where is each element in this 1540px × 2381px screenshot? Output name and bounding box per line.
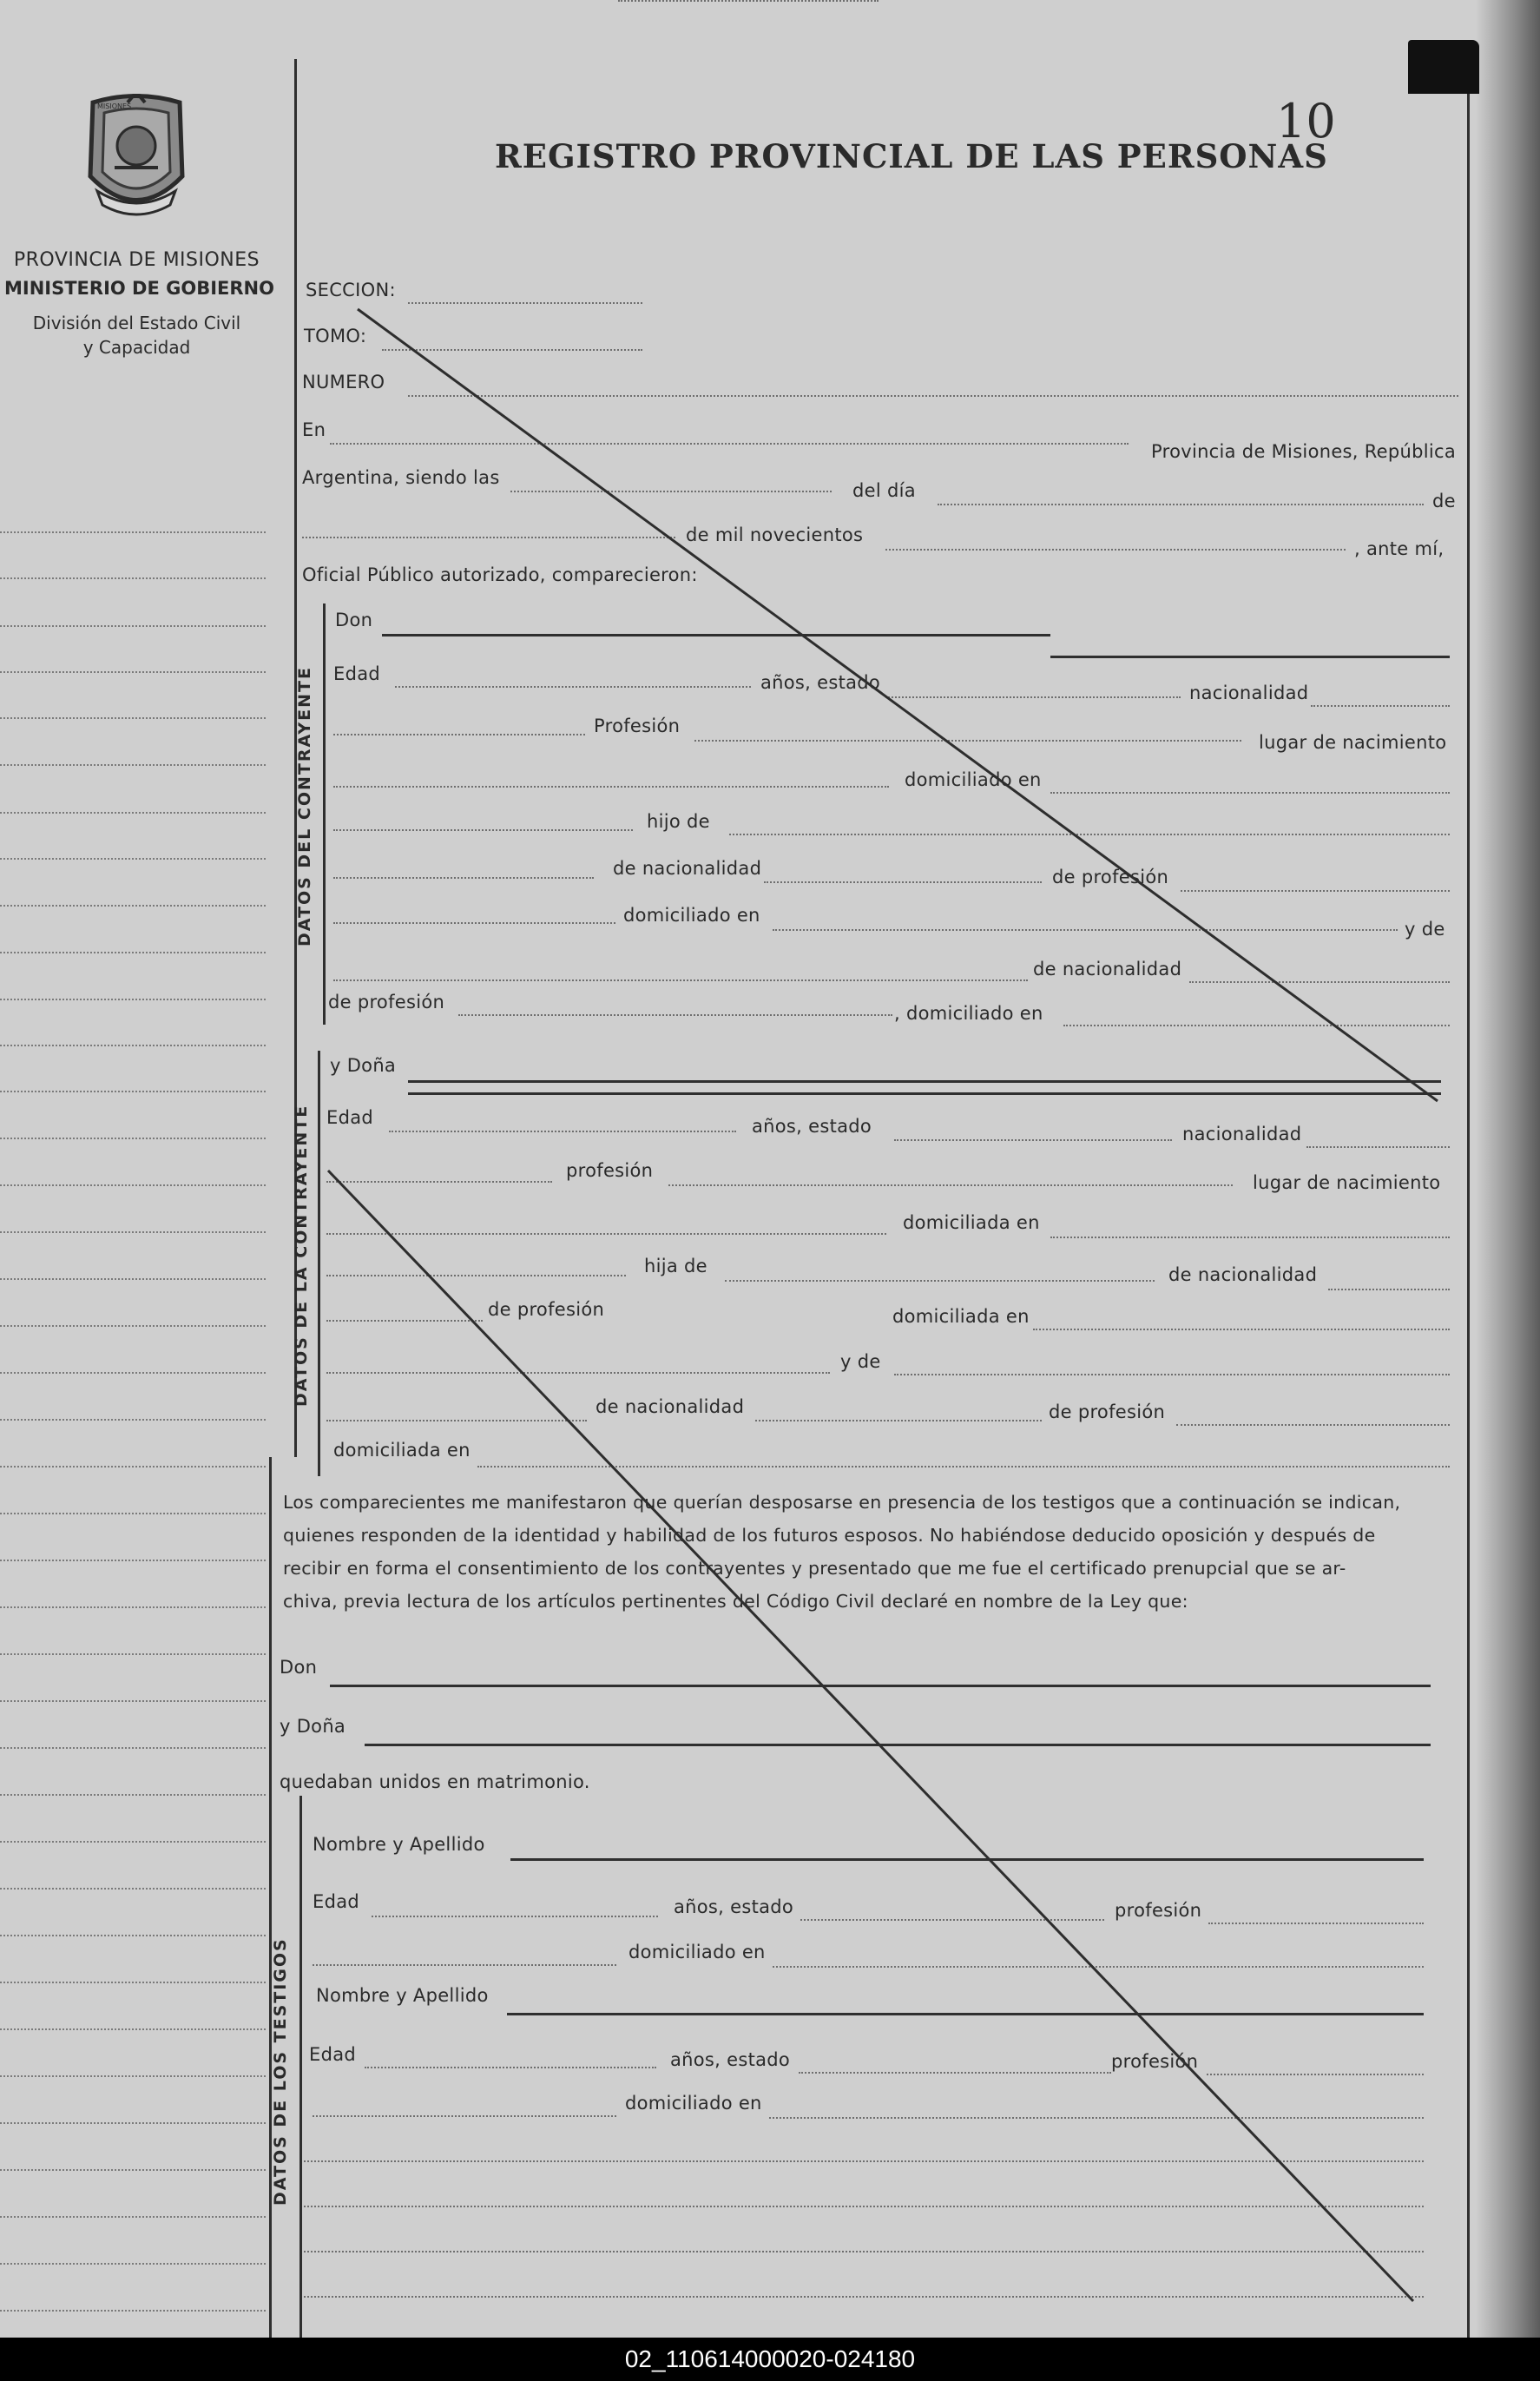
argentina-label: Argentina, siendo las [302, 467, 500, 488]
seal-text: MISIONES [97, 102, 132, 110]
contrayente-y-de-label: y de [1405, 919, 1445, 940]
contrayenta-de-nacionalidad-label: de nacionalidad [1168, 1264, 1318, 1285]
numero-label: NUMERO [302, 372, 385, 392]
declaration-line2: quienes responden de la identidad y habilidad de los futuros esposos. No habiéndose deducido oposición y después de [283, 1525, 1376, 1546]
division-line1: División del Estado Civil [32, 313, 241, 333]
contrayenta-anos-label: años, estado [752, 1116, 872, 1137]
ministry-name: MINISTERIO DE GOBIERNO [4, 278, 274, 299]
contrayenta-domiciliada-label: domiciliada en [903, 1212, 1040, 1233]
testigo1-profesion-label: profesión [1115, 1900, 1202, 1921]
testigos-section-label: DATOS DE LOS TESTIGOS [271, 1937, 290, 2206]
contrayente-profesion-label: Profesión [594, 716, 681, 736]
contrayente-domiciliado-label: domiciliado en [905, 769, 1042, 790]
contrayenta-de-profesion2-label: de profesión [1049, 1402, 1166, 1422]
testigo1-nombre-label: Nombre y Apellido [313, 1834, 485, 1855]
contrayente-de-nacionalidad-label: de nacionalidad [613, 858, 762, 879]
declaration-dona-label: y Doña [280, 1716, 346, 1737]
declaration-line1: Los comparecientes me manifestaron que querían desposarse en presencia de los testigos que a continuación se indican, [283, 1492, 1401, 1513]
contrayenta-lugar-label: lugar de nacimiento [1253, 1172, 1441, 1193]
contrayente-de-profesion-label: de profesión [1052, 867, 1169, 887]
de-label: de [1432, 491, 1456, 511]
contrayenta-hija-label: hija de [644, 1256, 707, 1276]
del-dia-label: del día [852, 480, 916, 501]
contrayenta-domiciliada3-label: domiciliada en [333, 1440, 471, 1461]
tomo-label: TOMO: [304, 326, 367, 346]
testigo2-domiciliado-label: domiciliado en [625, 2093, 762, 2114]
testigo2-nombre-label: Nombre y Apellido [316, 1985, 489, 2006]
oficial-label: Oficial Público autorizado, comparecieron: [302, 564, 698, 585]
testigo2-edad-label: Edad [309, 2044, 356, 2065]
testigo1-edad-label: Edad [313, 1891, 359, 1912]
contrayenta-section-label: DATOS DE LA CONTRAYENTE [292, 1104, 311, 1407]
testigo1-domiciliado-label: domiciliado en [629, 1942, 766, 1962]
contrayente-domiciliado2-label: domiciliado en [623, 905, 760, 926]
province-name: PROVINCIA DE MISIONES [13, 249, 260, 271]
contrayenta-edad-label: Edad [326, 1107, 373, 1128]
contrayenta-nacionalidad-label: nacionalidad [1182, 1124, 1302, 1144]
declaration-don-label: Don [280, 1657, 318, 1678]
testigo2-profesion-label: profesión [1111, 2051, 1199, 2072]
image-code-footer: 02_110614000020-024180 [0, 2338, 1540, 2381]
testigo1-anos-label: años, estado [674, 1896, 794, 1917]
seccion-label: SECCION: [306, 280, 396, 300]
de-mil-label: de mil novecientos [686, 524, 864, 545]
contrayente-anos-label: años, estado [760, 672, 881, 693]
contrayenta-y-de-label: y de [840, 1351, 881, 1372]
document-title: REGISTRO PROVINCIAL DE LAS PERSONAS [495, 137, 1328, 175]
contrayente-edad-label: Edad [333, 663, 380, 684]
page-number: 10 [1276, 94, 1336, 148]
contrayenta-domiciliada2-label: domiciliada en [892, 1306, 1030, 1327]
en-label: En [302, 419, 326, 440]
provincia-label: Provincia de Misiones, República [1151, 441, 1457, 462]
contrayente-lugar-label: lugar de nacimiento [1259, 732, 1447, 753]
declaration-unidos-label: quedaban unidos en matrimonio. [280, 1771, 590, 1792]
contrayenta-de-nacionalidad2-label: de nacionalidad [596, 1396, 745, 1417]
contrayenta-dona-label: y Doña [330, 1055, 397, 1076]
ante-mi-label: , ante mí, [1354, 538, 1445, 559]
contrayenta-profesion-label: profesión [566, 1160, 654, 1181]
declaration-line4: chiva, previa lectura de los artículos pertinentes del Código Civil declaré en nombre de la Ley que: [283, 1591, 1188, 1612]
contrayente-de-profesion2-label: de profesión [328, 992, 445, 1012]
contrayenta-de-profesion-label: de profesión [488, 1299, 605, 1320]
contrayente-de-nacionalidad2-label: de nacionalidad [1033, 959, 1182, 979]
division-line2: y Capacidad [82, 337, 191, 358]
contrayente-section-label: DATOS DEL CONTRAYENTE [295, 666, 314, 946]
contrayente-nacionalidad-label: nacionalidad [1189, 683, 1309, 703]
contrayente-don-label: Don [335, 610, 373, 630]
testigo2-anos-label: años, estado [670, 2049, 791, 2070]
contrayente-hijo-label: hijo de [647, 811, 710, 832]
declaration-line3: recibir en forma el consentimiento de los contrayentes y presentado que me fue el certificado prenupcial que se ar- [283, 1558, 1346, 1579]
contrayente-domiciliado3-label: , domiciliado en [894, 1003, 1043, 1024]
